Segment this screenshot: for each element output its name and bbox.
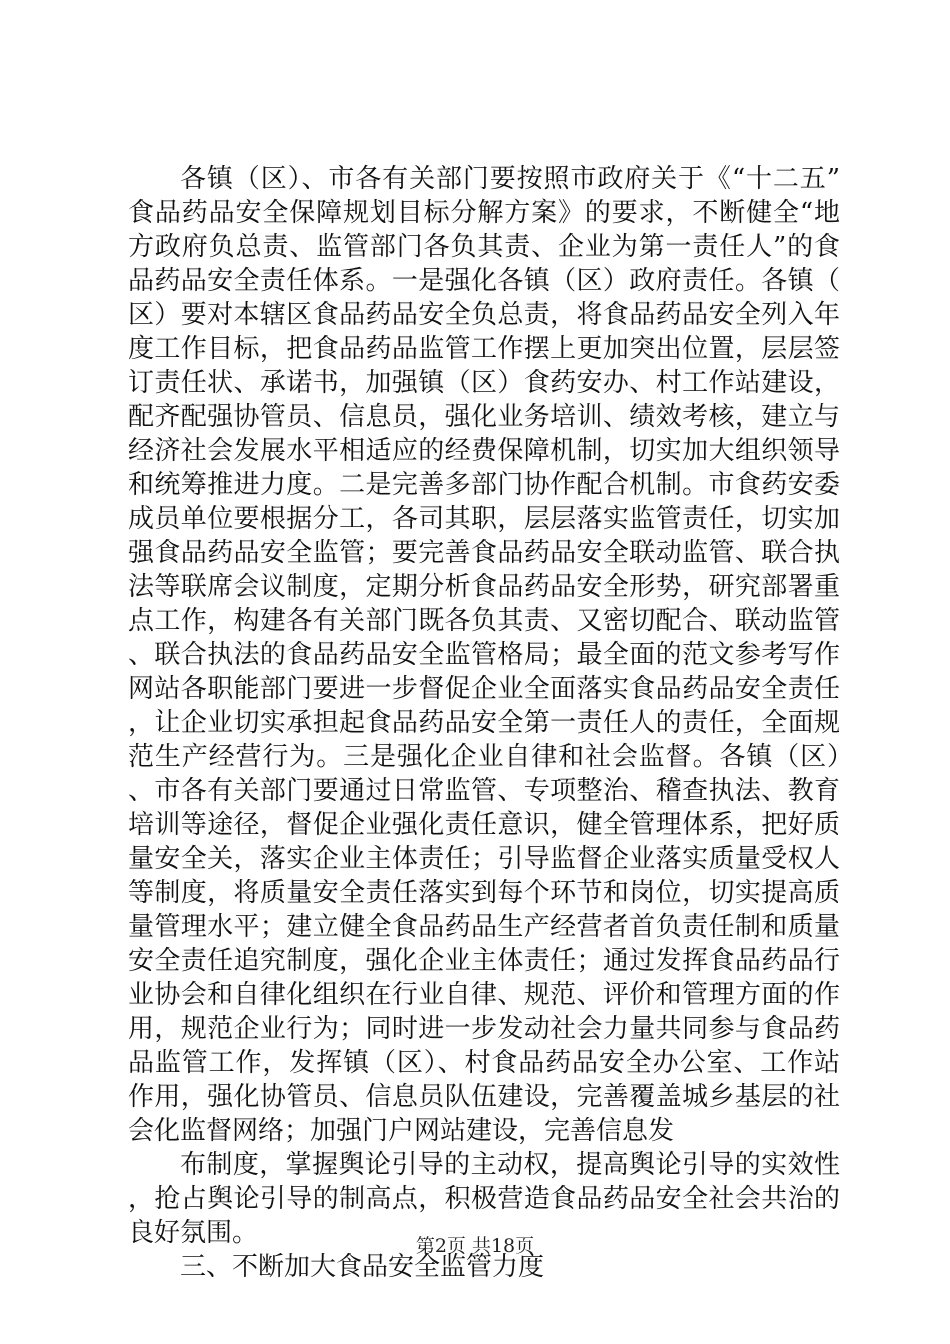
document-body (128, 162, 840, 1284)
body-paragraph-2: 布制度，掌握舆论引导的主动权，提高舆论引导的实效性，抢占舆论引导的制高点，积极营造食品药品安全社会共治的良好氛围。 (128, 1150, 840, 1248)
section-heading: 三、不断加大食品安全监管力度 (180, 1252, 545, 1282)
page-footer: 第2页 共18页 (415, 1235, 535, 1257)
body-paragraph-1: 各镇（区）、市各有关部门要按照市政府关于《“十二五”食品药品安全保障规划目标分解方案》的要求，不断健全“地方政府负总责、监管部门各负其责、企业为第一责任人”的食品药品安全责任体系。一是强化各镇（区）政府责任。各镇（区）要对本辖区食品药品安全负总责，将食品药品安全列入年度工作目标，把食品药品监管工作摆上更加突出位置，层层签订责任状、承诺书，加强镇（区）食药安办、村工作站建设，配齐配强协管员、信息员，强化业务培训、绩效考核，建立与经济社会发展水平相适应的经费保障机制，切实加大组织领导和统筹推进力度。二是完善多部门协作配合机制。市食药安委成员单位要根据分工，各司其职，层层落实监管责任，切实加强食品药品安全监管；要完善食品药品安全联动监管、联合执法等联席会议制度，定期分析食品药品安全形势，研究部署重点工作，构建各有关部门既各负其责、又密切配合、联动监管、联合执法的食品药品安全监管格局；最全面的范文参考写作网站各职能部门要进一步督促企业全面落实食品药品安全责任，让企业切实承担起食品药品安全第一责任人的责任，全面规范生产经营行为。三是强化企业自律和社会监督。各镇（区）、市各有关部门要通过日常监管、专项整治、稽查执法、教育培训等途径，督促企业强化责任意识，健全管理体系，把好质量安全关，落实企业主体责任；引导监督企业落实质量受权人等制度，将质量安全责任落实到每个环节和岗位，切实提高质量管理水平；建立健全食品药品生产经营者首负责任制和质量安全责任追究制度，强化企业主体责任；通过发挥食品药品行业协会和自律化组织在行业自律、规范、评价和管理方面的作用，规范企业行为；同时进一步发动社会力量共同参与食品药品监管工作，发挥镇（区）、村食品药品安全办公室、工作站作用，强化协管员、信息员队伍建设，完善覆盖城乡基层的社会化监督网络；加强门户网站建设，完善信息发 (128, 164, 840, 1146)
